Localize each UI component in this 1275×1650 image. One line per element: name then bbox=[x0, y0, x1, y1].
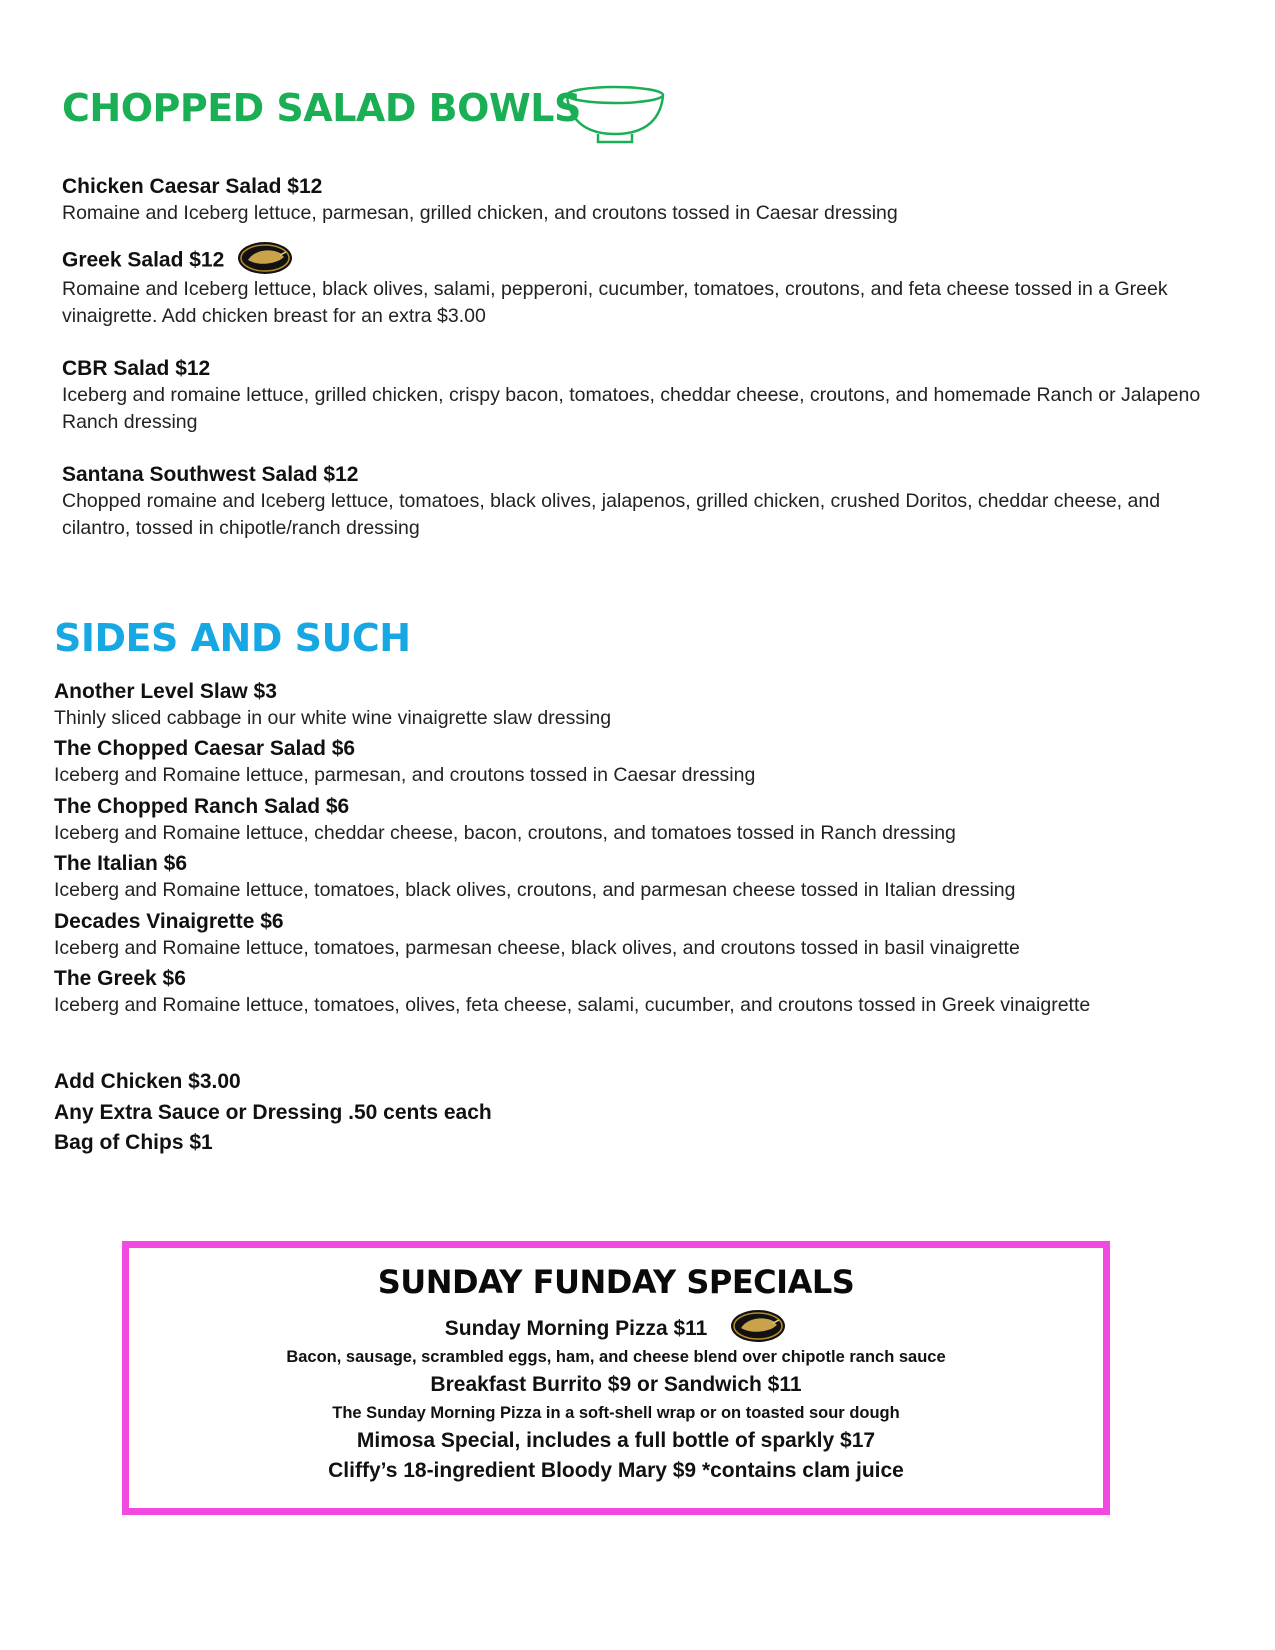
special-name: Sunday Morning Pizza $11 bbox=[444, 1317, 708, 1340]
special-pizza-row bbox=[129, 1314, 1103, 1344]
item-description: Iceberg and Romaine lettuce, tomatoes, olives, feta cheese, salami, cucumber, and croutons tossed in Greek vinaigrette bbox=[54, 994, 1091, 1016]
item-name: The Italian $6 bbox=[54, 852, 188, 875]
item-description: Iceberg and Romaine lettuce, parmesan, and croutons tossed in Caesar dressing bbox=[54, 764, 756, 786]
item-name: Decades Vinaigrette $6 bbox=[54, 910, 284, 933]
item-description: Iceberg and Romaine lettuce, tomatoes, black olives, croutons, and parmesan cheese tossed in Italian dressing bbox=[54, 879, 1016, 901]
item-description: Iceberg and Romaine lettuce, cheddar cheese, bacon, croutons, and tomatoes tossed in Ranch dressing bbox=[54, 822, 956, 844]
special-name: Cliffy’s 18-ingredient Bloody Mary $9 *contains clam juice bbox=[328, 1459, 904, 1483]
special-name: Mimosa Special, includes a full bottle of sparkly $17 bbox=[356, 1429, 876, 1453]
menu-item bbox=[62, 462, 1212, 542]
item-name: CBR Salad $12 bbox=[62, 357, 211, 380]
item-name-row bbox=[62, 246, 1212, 276]
menu-item bbox=[54, 679, 1214, 732]
item-name: Chicken Caesar Salad $12 bbox=[62, 175, 323, 198]
item-description: Thinly sliced cabbage in our white wine vinaigrette slaw dressing bbox=[54, 707, 612, 729]
sides-section-title: SIDES AND SUCH bbox=[54, 616, 411, 660]
bowl-icon bbox=[560, 84, 670, 148]
extra-item: Bag of Chips $1 bbox=[54, 1131, 213, 1154]
special-name: Breakfast Burrito $9 or Sandwich $11 bbox=[430, 1373, 802, 1397]
menu-item bbox=[54, 851, 1214, 904]
item-name: Another Level Slaw $3 bbox=[54, 680, 277, 703]
special-description: The Sunday Morning Pizza in a soft-shell wrap or on toasted sour dough bbox=[332, 1404, 900, 1423]
salad-section-title: CHOPPED SALAD BOWLS bbox=[62, 86, 581, 130]
extra-item: Add Chicken $3.00 bbox=[54, 1070, 241, 1093]
special-description: Bacon, sausage, scrambled eggs, ham, and cheese blend over chipotle ranch sauce bbox=[286, 1348, 946, 1367]
item-description: Iceberg and romaine lettuce, grilled chicken, crispy bacon, tomatoes, cheddar cheese, croutons, and homemade Ranch or Jalapeno Ranch dressing bbox=[62, 384, 1201, 433]
specials-box bbox=[122, 1241, 1110, 1515]
item-description: Chopped romaine and Iceberg lettuce, tomatoes, black olives, jalapenos, grilled chicken, crushed Doritos, cheddar cheese, and cilantro, tossed in chipotle/ranch dressing bbox=[62, 490, 1161, 539]
item-description: Iceberg and Romaine lettuce, tomatoes, parmesan cheese, black olives, and croutons tossed in basil vinaigrette bbox=[54, 937, 1020, 959]
menu-item bbox=[54, 966, 1214, 1019]
specials-title: SUNDAY FUNDAY SPECIALS bbox=[377, 1263, 855, 1301]
boar-logo-icon bbox=[236, 240, 294, 276]
menu-item bbox=[62, 174, 1212, 227]
item-name: Santana Southwest Salad $12 bbox=[62, 463, 359, 486]
menu-item bbox=[62, 356, 1212, 436]
menu-item bbox=[54, 794, 1214, 847]
item-description: Romaine and Iceberg lettuce, parmesan, grilled chicken, and croutons tossed in Caesar dressing bbox=[62, 202, 898, 224]
item-name: The Chopped Caesar Salad $6 bbox=[54, 737, 356, 760]
menu-item bbox=[54, 736, 1214, 789]
extras-list bbox=[54, 1067, 492, 1159]
item-name: The Greek $6 bbox=[54, 967, 186, 990]
menu-item bbox=[62, 246, 1212, 330]
extra-item: Any Extra Sauce or Dressing .50 cents each bbox=[54, 1100, 492, 1124]
boar-logo-icon bbox=[729, 1308, 787, 1344]
item-name: Greek Salad $12 bbox=[62, 248, 225, 272]
item-name: The Chopped Ranch Salad $6 bbox=[54, 795, 350, 818]
item-description: Romaine and Iceberg lettuce, black olives, salami, pepperoni, cucumber, tomatoes, croutons, and feta cheese tossed in a Greek vinaigrette. Add chicken breast for an extra $3.00 bbox=[62, 278, 1168, 327]
menu-item bbox=[54, 909, 1214, 962]
